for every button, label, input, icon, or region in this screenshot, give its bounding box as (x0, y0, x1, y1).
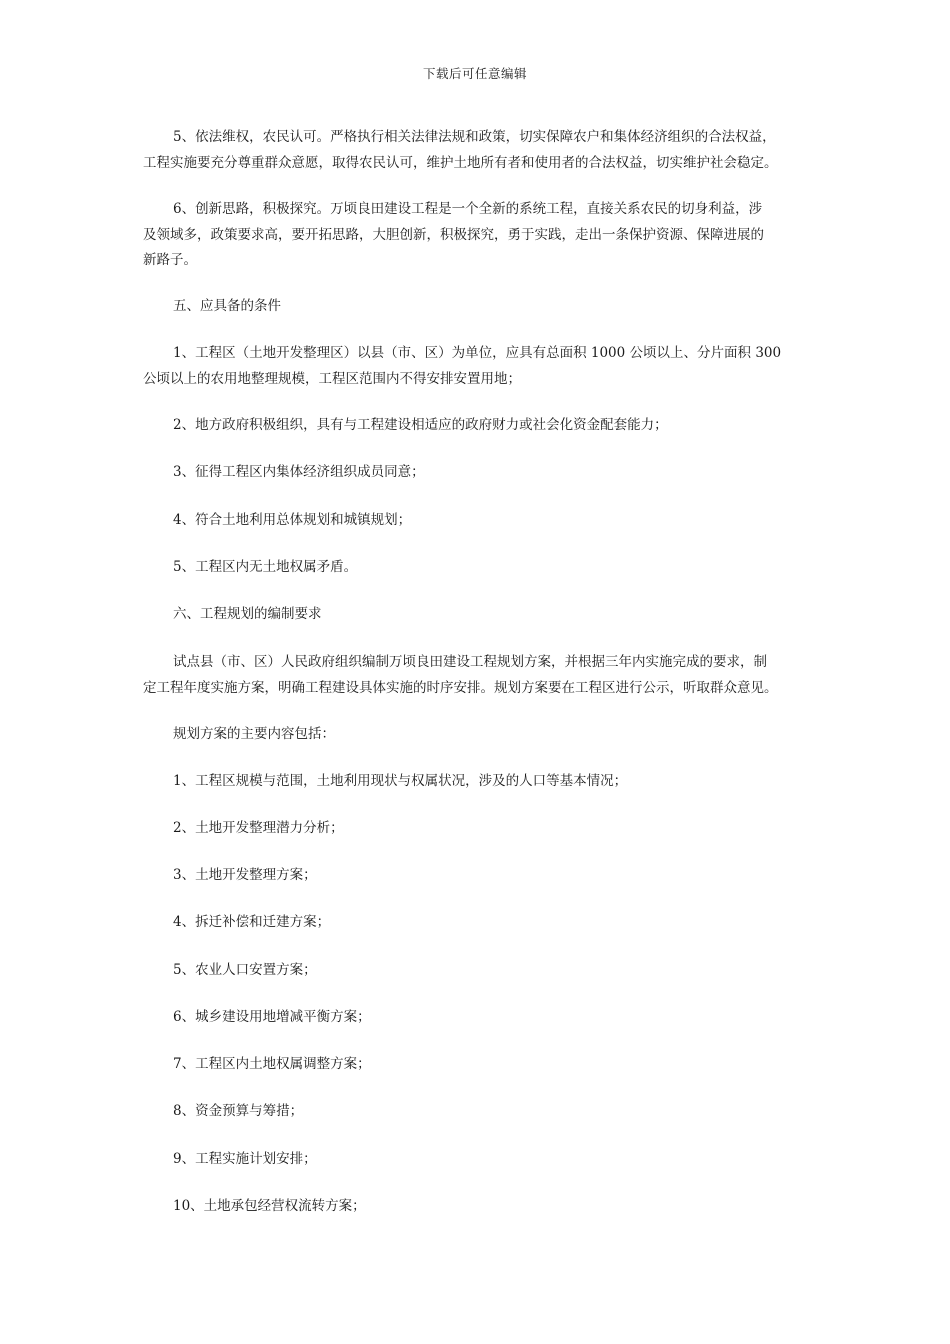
text-line: 4、拆迁补偿和迁建方案； (173, 914, 331, 930)
text-line: 2、地方政府积极组织，具有与工程建设相适应的政府财力或社会化资金配套能力； (173, 417, 668, 433)
section-heading-planning (143, 602, 823, 628)
paragraph-principle-5 (143, 125, 823, 176)
list-item-3 (143, 863, 823, 889)
text-line: 5、依法维权，农民认可。严格执行相关法律法规和政策，切实保障农户和集体经济组织的合法权益， (173, 129, 776, 145)
text-line: 新路子。 (143, 252, 197, 268)
text-line: 1、工程区（土地开发整理区）以县（市、区）为单位，应具有总面积 1000 公顷以上、分片面积 300 (173, 345, 782, 361)
text-line: 8、资金预算与筹措； (173, 1103, 304, 1119)
text-line: 规划方案的主要内容包括： (173, 726, 335, 742)
text-line: 7、工程区内土地权属调整方案； (173, 1056, 371, 1072)
list-item-1 (143, 769, 823, 795)
text-line: 2、土地开发整理潜力分析； (173, 820, 344, 836)
paragraph-condition-5 (143, 555, 823, 581)
text-line: 6、创新思路，积极探究。万顷良田建设工程是一个全新的系统工程，直接关系农民的切身利益，涉 (173, 201, 763, 217)
text-line: 试点县（市、区）人民政府组织编制万顷良田建设工程规划方案，并根据三年内实施完成的要求，制 (173, 654, 767, 670)
paragraph-condition-4 (143, 508, 823, 534)
paragraph-condition-2 (143, 413, 823, 439)
list-item-5 (143, 958, 823, 984)
list-item-7 (143, 1052, 823, 1078)
text-line: 5、工程区内无土地权属矛盾。 (173, 559, 358, 575)
text-line: 工程实施要充分尊重群众意愿，取得农民认可，维护土地所有者和使用者的合法权益，切实维护社会稳定。 (143, 154, 778, 171)
text-line: 6、城乡建设用地增减平衡方案； (173, 1009, 371, 1025)
text-line: 3、征得工程区内集体经济组织成员同意； (173, 464, 425, 480)
text-line: 公顷以上的农用地整理规模，工程区范围内不得安排安置用地； (143, 370, 521, 387)
list-item-10 (143, 1194, 823, 1220)
section-heading-conditions (143, 294, 823, 320)
paragraph-condition-3 (143, 460, 823, 486)
list-item-9 (143, 1147, 823, 1173)
text-line: 1、工程区规模与范围，土地利用现状与权属状况，涉及的人口等基本情况； (173, 773, 628, 789)
text-line: 3、土地开发整理方案； (173, 867, 317, 883)
text-line: 五、应具备的条件 (173, 298, 281, 314)
page-header: 下载后可任意编辑 (422, 66, 527, 81)
text-line: 及领域多，政策要求高，要开拓思路，大胆创新，积极探究，勇于实践，走出一条保护资源、保障进展的 (143, 226, 764, 243)
paragraph-condition-1 (143, 341, 823, 392)
text-line: 9、工程实施计划安排； (173, 1151, 317, 1167)
list-item-6 (143, 1005, 823, 1031)
paragraph-principle-6 (143, 197, 823, 274)
list-item-4 (143, 910, 823, 936)
text-line: 定工程年度实施方案，明确工程建设具体实施的时序安排。规划方案要在工程区进行公示，听取群众意见。 (143, 679, 778, 696)
text-line: 10、土地承包经营权流转方案； (173, 1198, 366, 1214)
text-line: 六、工程规划的编制要求 (173, 606, 322, 622)
paragraph-planning-contents (143, 722, 823, 748)
list-item-8 (143, 1099, 823, 1125)
text-line: 4、符合土地利用总体规划和城镇规划； (173, 512, 412, 528)
list-item-2 (143, 816, 823, 842)
text-line: 5、农业人口安置方案； (173, 962, 317, 978)
paragraph-planning-intro (143, 650, 823, 701)
